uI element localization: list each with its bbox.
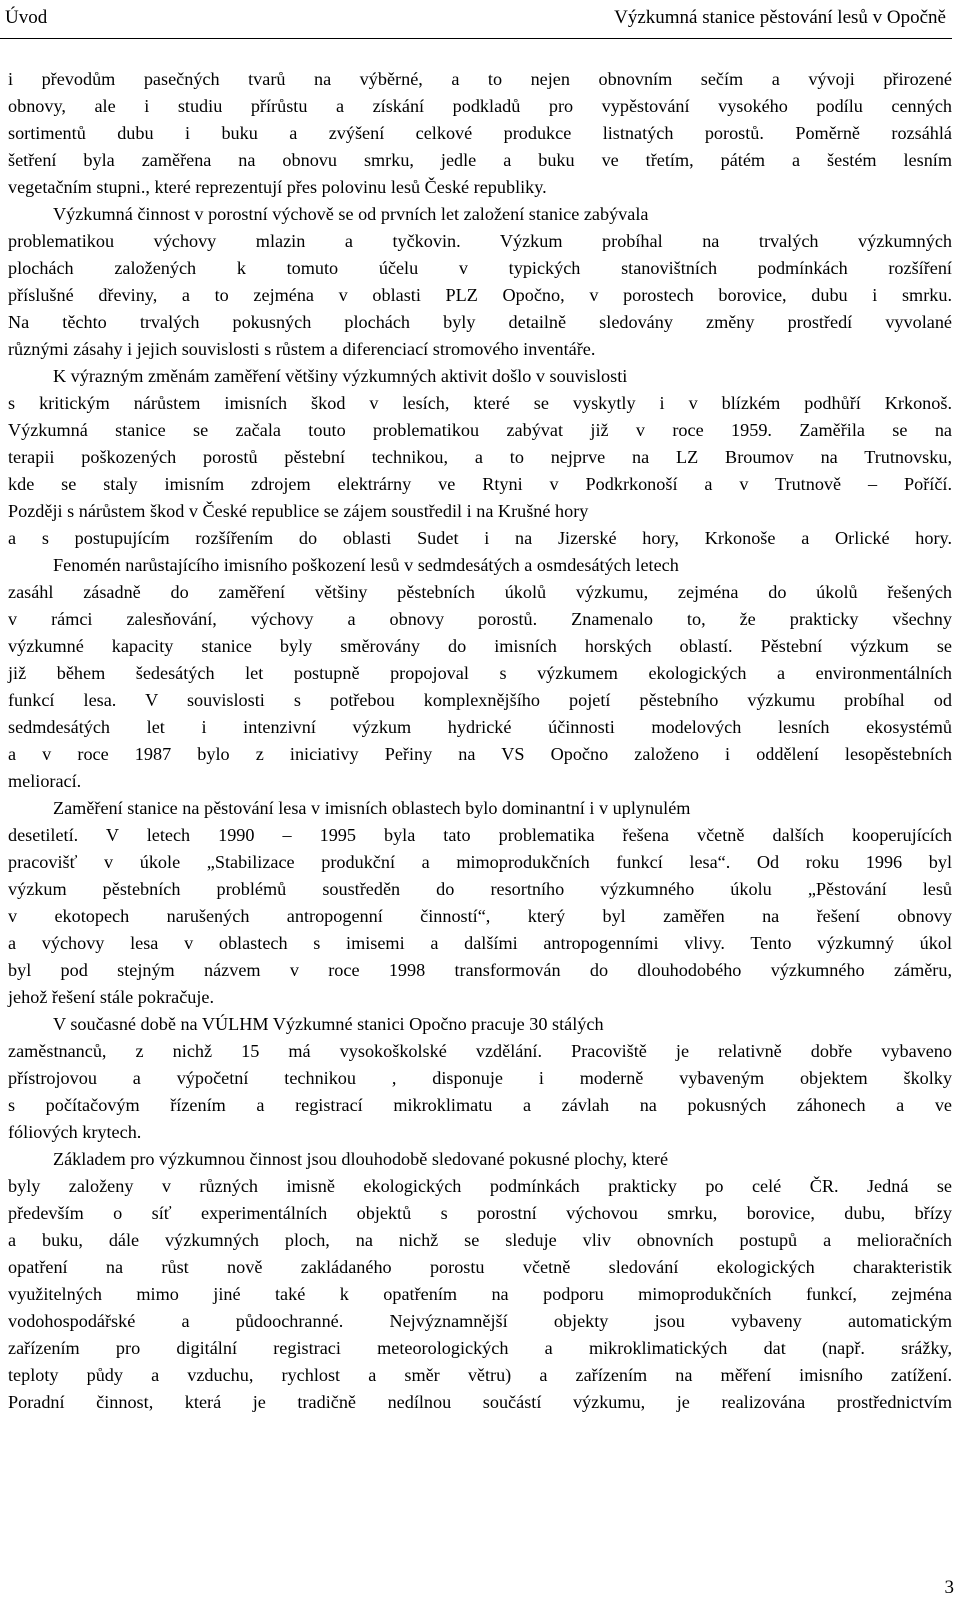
page-number: 3 <box>944 1577 954 1598</box>
header-document-title: Výzkumná stanice pěstování lesů v Opočně <box>614 7 946 28</box>
text-line: šetření byla zaměřena na obnovu smrku, jedle a buku ve třetím, pátém a šestém lesním <box>8 150 952 170</box>
text-line: terapii poškozených porostů pěstební technikou, a to nejprve na LZ Broumov na Trutnovsku, <box>8 447 952 467</box>
text-line: pracovišť v úkole „Stabilizace produkční a mimoprodukčních funkcí lesa“. Od roku 1996 byl <box>8 852 952 872</box>
text-line: desetiletí. V letech 1990 – 1995 byla tato problematika řešena včetně dalších kooperujících <box>8 825 952 845</box>
text-line: již během šedesátých let postupně propojoval s výzkumem ekologických a environmentálních <box>8 663 952 683</box>
text-line: využitelných mimo jiné také k opatřením na podporu mimoprodukčních funkcí, zejména <box>8 1284 952 1304</box>
text-line: K výrazným změnám zaměření většiny výzkumných aktivit došlo v souvislosti <box>53 366 628 386</box>
text-line: opatření na růst nově zakládaného porostu včetně sledování ekologických charakteristik <box>8 1257 952 1277</box>
text-line: plochách založených k tomuto účelu v typických stanovištních podmínkách rozšíření <box>8 258 952 278</box>
text-line: přístrojovou a výpočetní technikou , disponuje i moderně vybaveným objektem školky <box>8 1068 952 1088</box>
text-line: různými zásahy i jejich souvislosti s růstem a diferenciací stromového inventáře. <box>8 339 596 359</box>
text-line: především o síť experimentálních objektů s porostní výchovou smrku, borovice, dubu, břízy <box>8 1203 952 1223</box>
running-header <box>0 0 952 39</box>
text-line: byl pod stejným názvem v roce 1998 transformován do dlouhodobého výzkumného záměru, <box>8 960 952 980</box>
text-line: Fenomén narůstajícího imisního poškození lesů v sedmdesátých a osmdesátých letech <box>53 555 679 575</box>
text-line: problematikou výchovy mlazin a tyčkovin. Výzkum probíhal na trvalých výzkumných <box>8 231 952 251</box>
text-line: příslušné dřeviny, a to zejména v oblasti PLZ Opočno, v porostech borovice, dubu i smrku. <box>8 285 952 305</box>
text-line: teploty půdy a vzduchu, rychlost a směr větru) a zařízením na měření imisního zatížení. <box>8 1365 952 1385</box>
text-line: jehož řešení stále pokračuje. <box>8 987 215 1007</box>
text-line: Na těchto trvalých pokusných plochách byly detailně sledovány změny prostředí vyvolané <box>8 312 952 332</box>
header-section-title: Úvod <box>5 7 48 28</box>
text-line: sedmdesátých let i intenzivní výzkum hydrické účinnosti modelových lesních ekosystémů <box>8 717 952 737</box>
text-line: zasáhl zásadně do zaměření většiny pěstebních úkolů výzkumu, zejména do úkolů řešených <box>8 582 952 602</box>
text-line: vodohospodářské a půdoochranné. Nejvýznamnější objekty jsou vybaveny automatickým <box>8 1311 952 1331</box>
text-line: vegetačním stupni., které reprezentují přes polovinu lesů České republiky. <box>8 177 547 197</box>
text-line: fóliových krytech. <box>8 1122 142 1142</box>
text-line: výzkum pěstebních problémů soustředěn do resortního výzkumného úkolu „Pěstování lesů <box>8 879 952 899</box>
text-line: s kritickým nárůstem imisních škod v lesích, které se vyskytly i v blízkém podhůří Krkonoš. <box>8 393 952 413</box>
text-line: meliorací. <box>8 771 82 791</box>
text-line: sortimentů dubu i buku a zvýšení celkové produkce listnatých porostů. Poměrně rozsáhlá <box>8 123 952 143</box>
text-line: s počítačovým řízením a registrací mikroklimatu a závlah na pokusných záhonech a ve <box>8 1095 952 1115</box>
text-line: Poradní činnost, která je tradičně nedílnou součástí výzkumu, je realizována prostřednictvím <box>8 1392 952 1412</box>
text-line: Výzkumná stanice se začala touto problematikou zabývat již v roce 1959. Zaměřila se na <box>8 420 952 440</box>
text-line: V současné době na VÚLHM Výzkumné stanici Opočno pracuje 30 stálých <box>53 1014 604 1034</box>
text-line: zařízením pro digitální registraci meteorologických a mikroklimatických dat (např. srážky, <box>8 1338 952 1358</box>
text-line: a v roce 1987 bylo z iniciativy Peřiny na VS Opočno založeno i oddělení lesopěstebních <box>8 744 952 764</box>
text-line: Zaměření stanice na pěstování lesa v imisních oblastech bylo dominantní i v uplynulém <box>53 798 691 818</box>
text-line: Základem pro výzkumnou činnost jsou dlouhodobě sledované pokusné plochy, které <box>53 1149 669 1169</box>
text-line: a výchovy lesa v oblastech s imisemi a dalšími antropogenními vlivy. Tento výzkumný úkol <box>8 933 952 953</box>
text-line: v ekotopech narušených antropogenní činností“, který byl zaměřen na řešení obnovy <box>8 906 952 926</box>
text-line: Později s nárůstem škod v České republice se zájem soustředil i na Krušné hory <box>8 501 589 521</box>
body-text <box>8 66 952 1416</box>
text-line: i převodům pasečných tvarů na výběrné, a to nejen obnovním sečím a vývoji přirozené <box>8 69 952 89</box>
text-line: a s postupujícím rozšířením do oblasti Sudet i na Jizerské hory, Krkonoše a Orlické hory. <box>8 528 952 548</box>
text-line: byly založeny v různých imisně ekologických podmínkách prakticky po celé ČR. Jedná se <box>8 1176 952 1196</box>
text-line: obnovy, ale i studiu přírůstu a získání podkladů pro vypěstování vysokého podílu cenných <box>8 96 952 116</box>
text-line: výzkumné kapacity stanice byly směrovány do imisních horských oblastí. Pěstební výzkum se <box>8 636 952 656</box>
text-line: funkcí lesa. V souvislosti s potřebou komplexnějšího pojetí pěstebního výzkumu probíhal od <box>8 690 952 710</box>
text-line: v rámci zalesňování, výchovy a obnovy porostů. Znamenalo to, že prakticky všechny <box>8 609 952 629</box>
text-line: a buku, dále výzkumných ploch, na nichž se sleduje vliv obnovních postupů a melioračních <box>8 1230 952 1250</box>
text-line: zaměstnanců, z nichž 15 má vysokoškolské vzdělání. Pracoviště je relativně dobře vybaveno <box>8 1041 952 1061</box>
text-line: kde se staly imisním zdrojem elektrárny ve Rtyni v Podkrkonoší a v Trutnově – Poříčí. <box>8 474 952 494</box>
text-line: Výzkumná činnost v porostní výchově se od prvních let založení stanice zabývala <box>53 204 649 224</box>
